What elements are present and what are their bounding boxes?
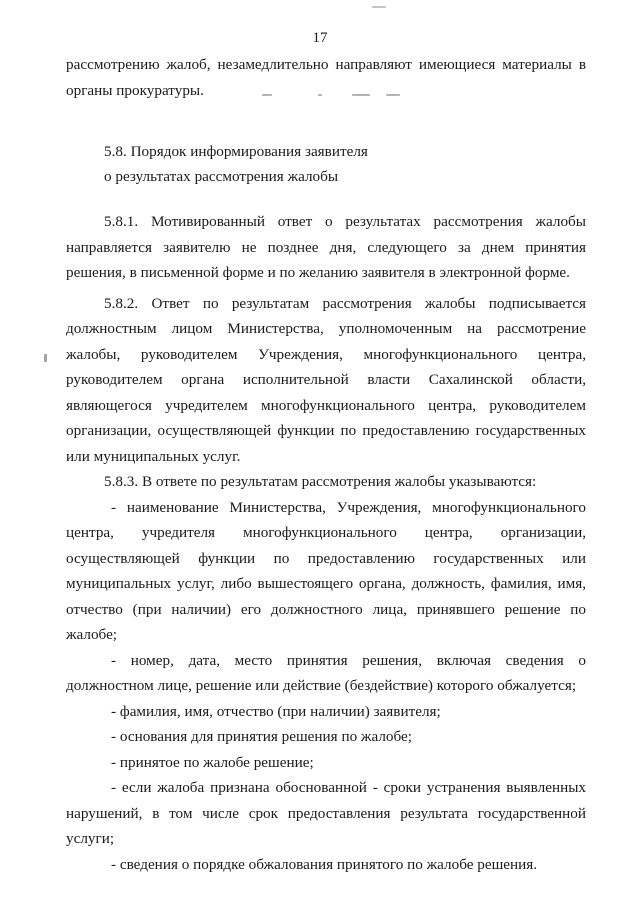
section-heading-line-1: 5.8. Порядок информирования заявителя	[104, 143, 368, 160]
list-item-1: - наименование Министерства, Учреждения, многофункционального центра, учредителя многофункционального центра, организации, осуществляющей функции по предоставлению государственных или муниципальных услуг, либо вышестоящего органа, должность, фамилия, имя, отчество (при наличии) его должностного лица, принявшего решение по жалобе;	[66, 498, 586, 643]
list-item-3: - фамилия, имя, отчество (при наличии) заявителя;	[111, 702, 441, 720]
intro-paragraph: рассмотрению жалоб, незамедлительно направляют имеющиеся материалы в органы прокуратуры.	[66, 56, 586, 99]
list-item-7: - сведения о порядке обжалования принятого по жалобе решения.	[111, 855, 538, 873]
section-heading	[104, 139, 524, 189]
scan-mark	[44, 354, 47, 362]
body-text	[66, 209, 586, 877]
page-number: 17	[312, 30, 328, 46]
list-item-5: - принятое по жалобе решение;	[111, 753, 314, 771]
list-item-6: - если жалоба признана обоснованной - сроки устранения выявленных нарушений, в том числе срок предоставления результата государственной услуги;	[66, 779, 586, 847]
section-heading-line-2: о результатах рассмотрения жалобы	[104, 168, 339, 185]
list-item-4: - основания для принятия решения по жалобе;	[111, 728, 412, 745]
paragraph-5-8-3: 5.8.3. В ответе по результатам рассмотрения жалобы указываются:	[104, 473, 537, 490]
list-item-2: - номер, дата, место принятия решения, включая сведения о должностном лице, решение или действие (бездействие) которого обжалуется;	[66, 651, 586, 694]
paragraph-5-8-2: 5.8.2. Ответ по результатам рассмотрения жалобы подписывается должностным лицом Министерства, уполномоченным на рассмотрение жалобы, руководителем Учреждения, многофункционального центра, руководителем органа исполнительной власти Сахалинской области, являющегося учредителем многофункционального центра, руководителем организации, осуществляющей функции по предоставлению государственных или муниципальных услуг.	[66, 294, 586, 465]
scan-mark	[372, 6, 386, 8]
paragraph-5-8-1: 5.8.1. Мотивированный ответ о результатах рассмотрения жалобы направляется заявителю не позднее дня, следующего за днем принятия решения, в письменной форме и по желанию заявителя в электронной форме.	[66, 213, 586, 281]
intro-paragraph-block	[66, 52, 586, 103]
